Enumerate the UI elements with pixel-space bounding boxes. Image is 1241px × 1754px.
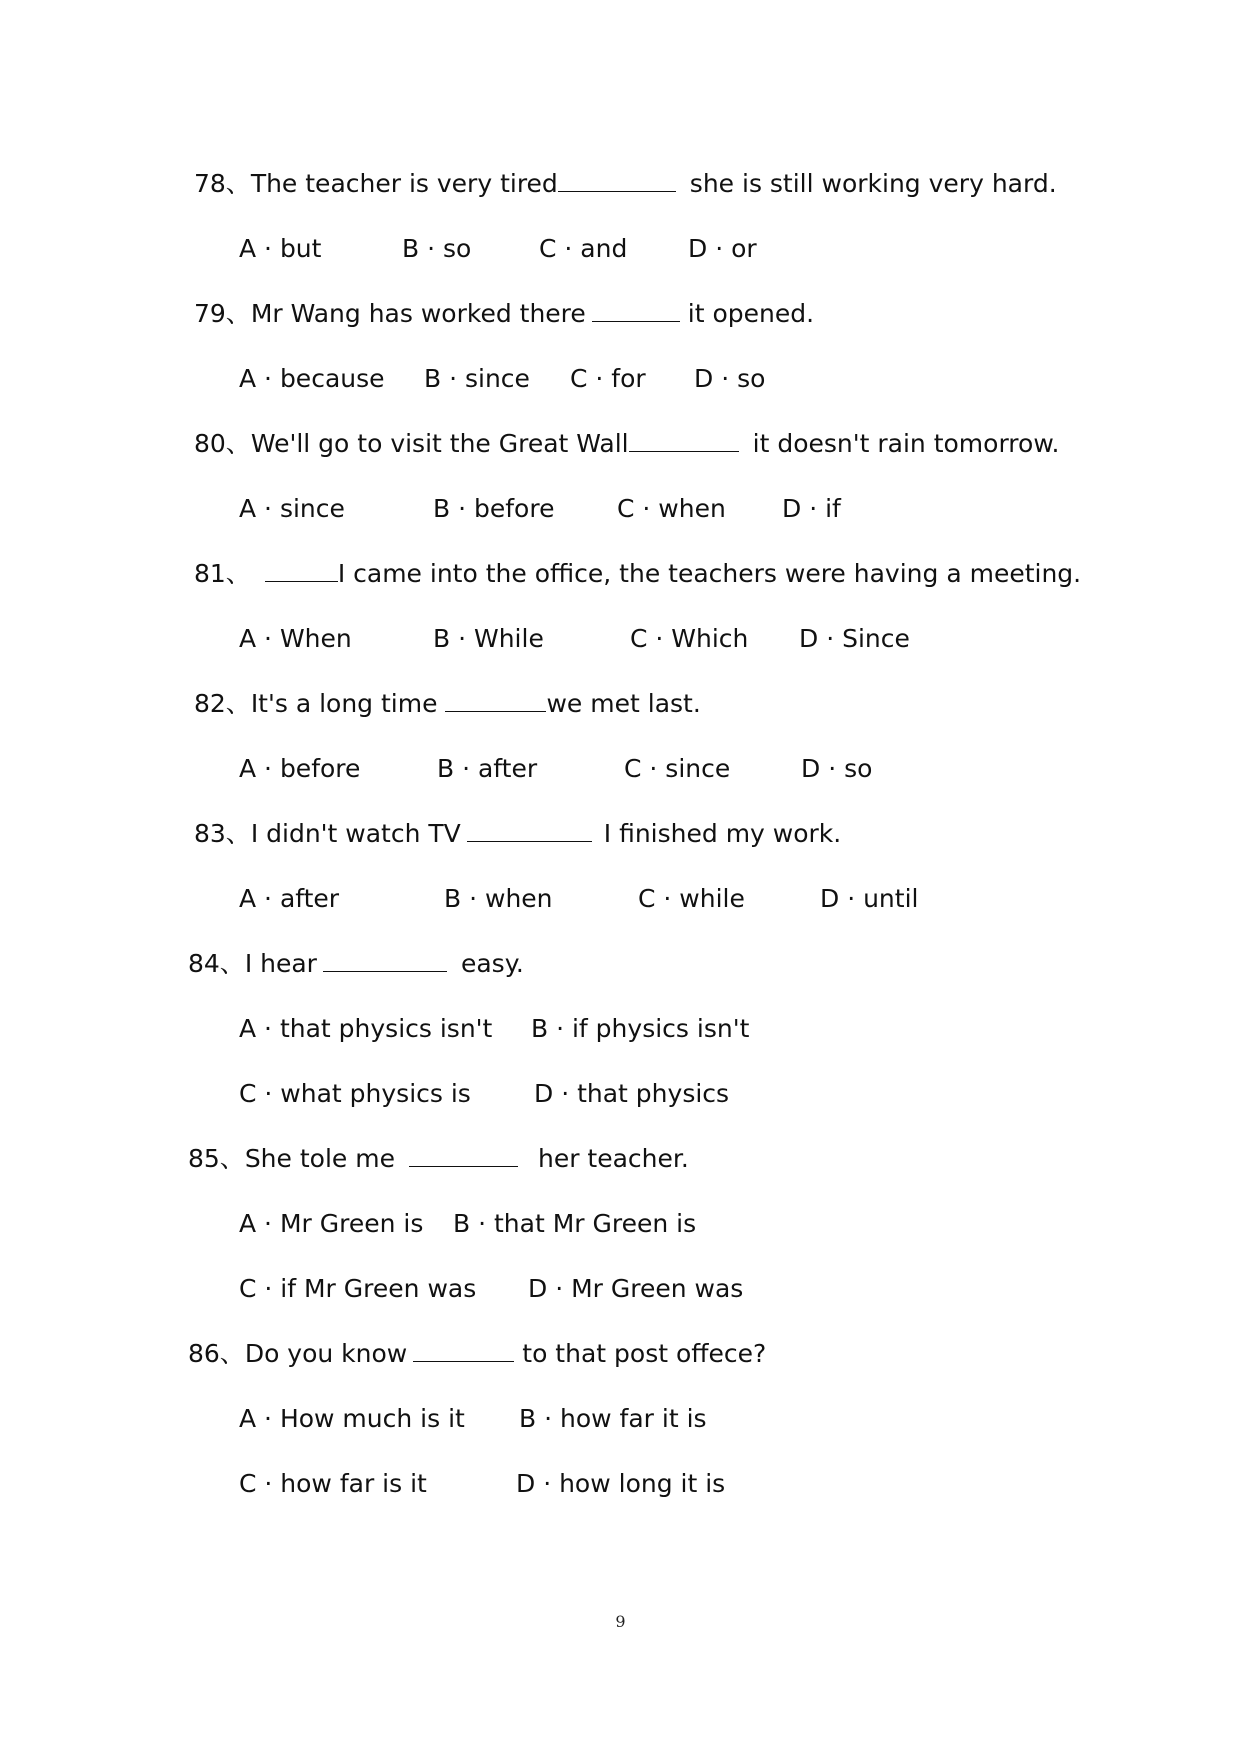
question-stem-after: her teacher. <box>537 1144 689 1173</box>
question-stem-before: We'll go to visit the Great Wall <box>250 429 629 458</box>
option-b: B · how far it is <box>519 1404 707 1433</box>
option-a: A · that physics isn't <box>239 1014 493 1043</box>
option-c: C · Which <box>630 624 749 653</box>
option-b: B · before <box>433 494 555 523</box>
answer-blank <box>592 297 680 322</box>
question-stem-before: Mr Wang has worked there <box>250 299 586 328</box>
option-c: C · if Mr Green was <box>239 1274 477 1303</box>
option-a: A · Mr Green is <box>239 1209 424 1238</box>
option-c: C · when <box>617 494 726 523</box>
answer-blank <box>445 687 546 712</box>
option-b: B · when <box>444 884 553 913</box>
option-d: D · how long it is <box>516 1469 726 1498</box>
answer-blank <box>265 557 338 582</box>
option-d: D · or <box>688 234 757 263</box>
option-d: D · until <box>820 884 919 913</box>
question-stem-before: I didn't watch TV <box>250 819 461 848</box>
option-d: D · Mr Green was <box>528 1274 744 1303</box>
answer-blank <box>629 427 739 452</box>
option-c: C · how far is it <box>239 1469 427 1498</box>
question-stem-after: I finished my work. <box>603 819 842 848</box>
question-number: 84、 <box>188 949 245 978</box>
question-83 <box>194 817 841 851</box>
option-a: A · but <box>239 234 322 263</box>
answer-blank <box>323 947 447 972</box>
question-79 <box>194 297 814 331</box>
question-number: 78、 <box>194 169 251 198</box>
question-stem-before: I hear <box>244 949 317 978</box>
option-b: B · since <box>424 364 530 393</box>
answer-blank <box>413 1337 514 1362</box>
question-stem-after: it opened. <box>687 299 815 328</box>
option-a: A · How much is it <box>239 1404 465 1433</box>
question-number: 85、 <box>188 1144 245 1173</box>
question-stem-before: Do you know <box>244 1339 408 1368</box>
option-a: A · since <box>239 494 345 523</box>
option-d: D · Since <box>799 624 910 653</box>
option-d: D · if <box>782 494 841 523</box>
option-c: C · what physics is <box>239 1079 471 1108</box>
question-number: 80、 <box>194 429 251 458</box>
option-a: A · because <box>239 364 385 393</box>
option-a: A · after <box>239 884 340 913</box>
question-number: 81、 <box>194 559 251 588</box>
question-86 <box>188 1337 766 1371</box>
option-c: C · since <box>624 754 731 783</box>
option-b: B · if physics isn't <box>531 1014 750 1043</box>
option-a: A · before <box>239 754 361 783</box>
option-d: D · so <box>801 754 873 783</box>
question-stem-after: it doesn't rain tomorrow. <box>752 429 1060 458</box>
question-stem-after: we met last. <box>546 689 701 718</box>
question-stem-before: She tole me <box>244 1144 395 1173</box>
question-stem-after: easy. <box>460 949 524 978</box>
answer-blank <box>467 817 592 842</box>
question-85 <box>188 1142 689 1176</box>
answer-blank <box>409 1142 518 1167</box>
question-81 <box>194 557 1081 591</box>
option-d: D · so <box>694 364 766 393</box>
option-a: A · When <box>239 624 352 653</box>
question-82 <box>194 687 701 721</box>
option-d: D · that physics <box>534 1079 730 1108</box>
answer-blank <box>558 167 676 192</box>
option-c: C · and <box>539 234 628 263</box>
page-number: 9 <box>615 1612 626 1631</box>
option-c: C · while <box>638 884 745 913</box>
option-b: B · that Mr Green is <box>453 1209 697 1238</box>
question-78 <box>194 167 1057 201</box>
option-c: C · for <box>570 364 646 393</box>
question-number: 86、 <box>188 1339 245 1368</box>
question-stem-before: The teacher is very tired <box>250 169 558 198</box>
question-number: 82、 <box>194 689 251 718</box>
question-number: 83、 <box>194 819 251 848</box>
question-80 <box>194 427 1059 461</box>
option-b: B · While <box>433 624 544 653</box>
question-stem-after: I came into the office, the teachers were having a meeting. <box>337 559 1082 588</box>
question-stem-after: she is still working very hard. <box>689 169 1057 198</box>
option-b: B · so <box>402 234 472 263</box>
question-stem-after: to that post offece? <box>522 1339 767 1368</box>
question-stem-before: It's a long time <box>250 689 438 718</box>
option-b: B · after <box>437 754 538 783</box>
question-84 <box>188 947 524 981</box>
question-number: 79、 <box>194 299 251 328</box>
